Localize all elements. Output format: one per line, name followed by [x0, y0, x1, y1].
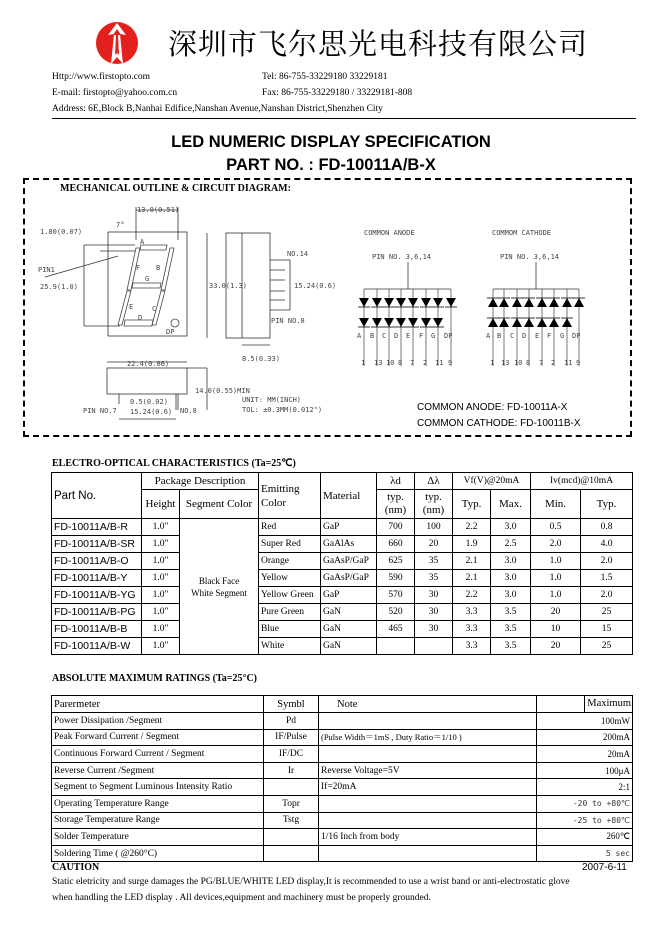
cell-note — [319, 713, 537, 730]
cell-height: 1.0" — [142, 536, 180, 553]
dim-side-height: 33.0(1.3) — [209, 282, 247, 290]
diode-icon — [384, 298, 394, 307]
pin-number: 10 — [514, 359, 523, 367]
cell-material: GaAsP/GaP — [321, 553, 377, 570]
cathode-channel-c — [510, 289, 523, 367]
cell-part-no: FD-10011A/B-R — [52, 519, 142, 536]
diode-icon — [512, 318, 522, 327]
table-row — [52, 779, 633, 796]
diode-icon — [499, 298, 509, 307]
website-link[interactable]: Http://www.firstopto.com — [52, 72, 151, 82]
cell-note — [319, 845, 537, 862]
pin-number: 2 — [423, 359, 428, 367]
header-part-no: Part No. — [52, 473, 142, 519]
cell-iv-min: 1.0 — [531, 570, 581, 587]
cell-vf-typ: 2.1 — [453, 553, 491, 570]
seg-f: F — [136, 264, 141, 272]
diode-icon — [562, 298, 572, 307]
cell-note — [319, 795, 537, 812]
cell-part-no: FD-10011A/B-Y — [52, 570, 142, 587]
diode-icon — [396, 298, 406, 307]
cell-part-no: FD-10011A/B-O — [52, 553, 142, 570]
cell-part-no: FD-10011A/B-SR — [52, 536, 142, 553]
cell-iv-typ: 0.8 — [581, 519, 633, 536]
cell-iv-typ: 25 — [581, 638, 633, 655]
cell-parameter: Reverse Current /Segment — [52, 762, 264, 779]
cell-vf-max: 3.0 — [491, 553, 531, 570]
cathode-channel-g — [560, 289, 573, 367]
cell-vf-typ: 2.1 — [453, 570, 491, 587]
cell-height: 1.0" — [142, 621, 180, 638]
cathode-channel-e — [535, 289, 548, 367]
segment-label: E — [535, 332, 540, 340]
cell-vf-typ: 1.9 — [453, 536, 491, 553]
cell-maximum: 260℃ — [537, 829, 633, 846]
cathode-channel-d — [522, 289, 535, 367]
segment-label: E — [406, 332, 411, 340]
cell-vf-max: 2.5 — [491, 536, 531, 553]
cell-dl: 35 — [415, 553, 453, 570]
segment-label: DP — [444, 332, 453, 340]
table-row — [52, 570, 633, 587]
diode-icon — [372, 318, 382, 327]
cell-dl: 30 — [415, 621, 453, 638]
dim-pin-span: 15.24(0.6) — [294, 282, 337, 290]
cell-ld: 590 — [377, 570, 415, 587]
pin-number: 9 — [576, 359, 581, 367]
note-common-anode: COMMON ANODE: FD-10011A-X — [417, 402, 568, 413]
caution-title: CAUTION — [52, 862, 100, 873]
header-parameter: Parermeter — [52, 696, 264, 713]
cell-iv-min: 1.0 — [531, 587, 581, 604]
diode-icon — [408, 318, 418, 327]
segment-label: C — [382, 332, 387, 340]
cell-iv-min: 1.0 — [531, 553, 581, 570]
segment-label: G — [560, 332, 565, 340]
header-vf: Vf(V)@20mA — [453, 473, 531, 490]
cell-dl: 20 — [415, 536, 453, 553]
header-dl-typ: typ. (nm) — [415, 490, 453, 519]
diode-icon — [574, 298, 584, 307]
cell-vf-max: 3.5 — [491, 638, 531, 655]
header-vf-typ: Typ. — [453, 490, 491, 519]
table-row — [52, 729, 633, 746]
cell-dl — [415, 638, 453, 655]
note-common-cathode: COMMON CATHODE: FD-10011B-X — [417, 418, 581, 429]
header-iv-min: Min. — [531, 490, 581, 519]
cell-vf-typ: 3.3 — [453, 638, 491, 655]
cathode-channel-b — [497, 289, 510, 367]
cell-note: Reverse Voltage=5V — [319, 762, 537, 779]
seg-dp: DP — [166, 328, 175, 336]
electro-optical-table — [51, 472, 633, 655]
cell-vf-max: 3.5 — [491, 604, 531, 621]
diode-icon — [372, 298, 382, 307]
header-package: Package Description — [142, 473, 259, 490]
cell-emitting-color: White — [259, 638, 321, 655]
cell-material: GaN — [321, 604, 377, 621]
cell-emitting-color: Blue — [259, 621, 321, 638]
pin-number: 11 — [564, 359, 573, 367]
part-number-title: PART NO. : FD-10011A/B-X — [226, 156, 436, 174]
cell-parameter: Continuous Forward Current / Segment — [52, 746, 264, 763]
diode-icon — [359, 298, 369, 307]
pin-number: 13 — [374, 359, 383, 367]
diode-icon — [433, 318, 443, 327]
cell-symbol: Topr — [264, 795, 319, 812]
document-date: 2007-6-11 — [582, 862, 627, 873]
cell-parameter: Operating Temperature Range — [52, 795, 264, 812]
cell-note — [319, 812, 537, 829]
diode-icon — [488, 298, 498, 307]
dim-depth: 8.5(0.33) — [242, 355, 280, 363]
table-row — [52, 812, 633, 829]
cell-symbol: IF/Pulse — [264, 729, 319, 746]
cell-emitting-color: Yellow Green — [259, 587, 321, 604]
address: Address: 6E,Block B,Nanhai Edifice,Nanshan Avenue,Nanshan District,Shenzhen City — [52, 104, 383, 114]
dim-bottom-span: 15.24(0.6) — [130, 408, 173, 416]
anode-channel-a — [357, 289, 370, 367]
seg-b: B — [156, 264, 161, 272]
segment-label: B — [497, 332, 502, 340]
diode-icon — [524, 318, 534, 327]
cell-vf-max: 3.0 — [491, 587, 531, 604]
cell-ld: 660 — [377, 536, 415, 553]
header-dl: Δλ — [415, 473, 453, 490]
diode-icon — [562, 318, 572, 327]
cell-emitting-color: Super Red — [259, 536, 321, 553]
unit-note: UNIT: MM(INCH) — [242, 396, 302, 404]
header-material: Material — [321, 473, 377, 519]
diode-icon — [512, 298, 522, 307]
diode-icon — [421, 318, 431, 327]
cell-note: (Pulse Width＝1mS , Duty Ratio＝1/10 ) — [319, 729, 537, 746]
table-row — [52, 845, 633, 862]
cell-parameter: Solder Temperature — [52, 829, 264, 846]
table-row — [52, 587, 633, 604]
segment-label: F — [419, 332, 424, 340]
seg-d: D — [138, 314, 143, 322]
cell-iv-typ: 25 — [581, 604, 633, 621]
table-row — [52, 553, 633, 570]
fax: Fax: 86-755-33229180 / 33229181-808 — [262, 88, 413, 98]
cell-iv-typ: 2.0 — [581, 553, 633, 570]
pin-number: 13 — [501, 359, 510, 367]
eo-heading: ELECTRO-OPTICAL CHARACTERISTICS (Ta=25℃) — [52, 458, 296, 469]
cell-iv-min: 10 — [531, 621, 581, 638]
header-emitting: Emitting Color — [259, 473, 321, 519]
cell-parameter: Power Dissipation /Segment — [52, 713, 264, 730]
label-pin-no7: PIN NO.7 — [83, 407, 117, 415]
cell-maximum: 20mA — [537, 746, 633, 763]
cell-parameter: Peak Forward Current / Segment — [52, 729, 264, 746]
label-pin1: PIN1 — [38, 266, 55, 274]
cell-iv-typ: 1.5 — [581, 570, 633, 587]
segment-label: G — [431, 332, 436, 340]
cell-maximum: -25 to +80℃ — [537, 812, 633, 829]
cell-part-no: FD-10011A/B-PG — [52, 604, 142, 621]
segment-label: D — [394, 332, 399, 340]
label-pin-no8: PIN NO.8 — [271, 317, 305, 325]
pin-number: 11 — [435, 359, 444, 367]
header-note: Note — [319, 696, 537, 713]
table-row — [52, 604, 633, 621]
table-row — [52, 638, 633, 655]
cell-iv-typ: 15 — [581, 621, 633, 638]
company-name: 深圳市飞尔思光电科技有限公司 — [168, 27, 589, 61]
anode-channel-e — [406, 289, 419, 367]
cell-height: 1.0" — [142, 519, 180, 536]
amr-heading: ABSOLUTE MAXIMUM RATINGS (Ta=25°C) — [52, 673, 257, 684]
pin-number: 1 — [361, 359, 366, 367]
dim-lead-length: 14.0(0.55)MIN — [195, 387, 250, 395]
cell-maximum: 2:1 — [537, 779, 633, 796]
cell-material: GaN — [321, 638, 377, 655]
table-row — [52, 762, 633, 779]
diode-icon — [446, 298, 456, 307]
table-row — [52, 713, 633, 730]
cathode-common-pins: PIN NO. 3,6,14 — [500, 253, 560, 261]
segment-label: A — [486, 332, 491, 340]
tolerance-note: TOL: ±0.3MM(0.012") — [242, 406, 323, 414]
cell-dl: 100 — [415, 519, 453, 536]
cell-height: 1.0" — [142, 570, 180, 587]
cell-dl: 35 — [415, 570, 453, 587]
pin-number: 8 — [398, 359, 403, 367]
dim-seg-offset: 1.80(0.07) — [40, 228, 83, 236]
diode-icon — [384, 318, 394, 327]
cell-parameter: Soldering Time ( @260°C) — [52, 845, 264, 862]
header-iv: Iv(mcd)@10mA — [531, 473, 633, 490]
cell-height: 1.0" — [142, 587, 180, 604]
cell-dl: 30 — [415, 604, 453, 621]
cell-maximum: -20 to +80℃ — [537, 795, 633, 812]
cell-height: 1.0" — [142, 553, 180, 570]
cell-vf-typ: 3.3 — [453, 621, 491, 638]
cell-maximum: 5 sec — [537, 845, 633, 862]
cell-iv-min: 20 — [531, 604, 581, 621]
dim-height: 25.9(1.0) — [40, 283, 78, 291]
cell-vf-typ: 2.2 — [453, 519, 491, 536]
dim-pin-dia: 0.5(0.02) — [130, 398, 168, 406]
table-row — [52, 536, 633, 553]
cell-maximum: 100mW — [537, 713, 633, 730]
anode-channel-d — [394, 289, 407, 367]
cell-ld: 570 — [377, 587, 415, 604]
cell-note: If=20mA — [319, 779, 537, 796]
header-ld-typ: typ. (nm) — [377, 490, 415, 519]
cell-dl: 30 — [415, 587, 453, 604]
pin-number: 1 — [490, 359, 495, 367]
cell-ld — [377, 638, 415, 655]
cell-iv-min: 20 — [531, 638, 581, 655]
cathode-channel-dp — [572, 289, 585, 367]
cell-iv-min: 2.0 — [531, 536, 581, 553]
seg-a: A — [140, 238, 145, 246]
cell-height: 1.0" — [142, 604, 180, 621]
segment-label: A — [357, 332, 362, 340]
cathode-channel-a — [486, 289, 502, 367]
cell-vf-typ: 3.3 — [453, 604, 491, 621]
cell-material: GaP — [321, 587, 377, 604]
seg-e: E — [129, 303, 134, 311]
diode-icon — [359, 318, 369, 327]
caution-text-line2: when handling the LED display . All devices,equipment and machinery must be properly grounded. — [52, 893, 431, 903]
pin-number: 7 — [410, 359, 415, 367]
diode-icon — [499, 318, 509, 327]
cell-ld: 520 — [377, 604, 415, 621]
table-row — [52, 519, 633, 536]
anode-channel-g — [431, 289, 444, 367]
cell-maximum: 200mA — [537, 729, 633, 746]
diode-icon — [396, 318, 406, 327]
cell-segment-color: Black Face White Segment — [180, 519, 259, 655]
cell-part-no: FD-10011A/B-B — [52, 621, 142, 638]
diode-icon — [549, 298, 559, 307]
cell-symbol: IF/DC — [264, 746, 319, 763]
cell-parameter: Storage Temperature Range — [52, 812, 264, 829]
segment-label: F — [547, 332, 552, 340]
cell-symbol — [264, 829, 319, 846]
cell-iv-typ: 2.0 — [581, 587, 633, 604]
cell-symbol — [264, 779, 319, 796]
anode-channel-f — [419, 289, 432, 367]
diode-icon — [524, 298, 534, 307]
header-height: Height — [142, 490, 180, 519]
anode-common-pins: PIN NO. 3,6,14 — [372, 253, 432, 261]
cell-emitting-color: Red — [259, 519, 321, 536]
cell-vf-max: 3.0 — [491, 570, 531, 587]
cell-iv-min: 0.5 — [531, 519, 581, 536]
cell-vf-max: 3.0 — [491, 519, 531, 536]
cell-vf-typ: 2.2 — [453, 587, 491, 604]
cell-symbol — [264, 845, 319, 862]
anode-channel-b — [370, 289, 383, 367]
diode-icon — [433, 298, 443, 307]
dim-angle: 7° — [116, 221, 125, 229]
diagram-heading: MECHANICAL OUTLINE & CIRCUIT DIAGRAM: — [60, 183, 291, 194]
diode-icon — [421, 298, 431, 307]
segment-label: DP — [572, 332, 581, 340]
cell-emitting-color: Orange — [259, 553, 321, 570]
cell-iv-typ: 4.0 — [581, 536, 633, 553]
table-row — [52, 795, 633, 812]
table-row — [52, 829, 633, 846]
pin-number: 7 — [539, 359, 544, 367]
cell-emitting-color: Yellow — [259, 570, 321, 587]
cell-material: GaAsP/GaP — [321, 570, 377, 587]
dim-top-width: 13.0(0.51) — [137, 206, 180, 214]
caution-text-line1: Static eletricity and surge damages the PG/BLUE/WHITE LED display,It is recommended to use a wrist band or anti-electrostatic glove — [52, 877, 570, 887]
cell-symbol: Ir — [264, 762, 319, 779]
document-title: LED NUMERIC DISPLAY SPECIFICATION — [171, 133, 491, 151]
cell-symbol: Pd — [264, 713, 319, 730]
cell-symbol: Tstg — [264, 812, 319, 829]
cell-ld: 625 — [377, 553, 415, 570]
anode-channel-c — [382, 289, 395, 367]
diode-icon — [549, 318, 559, 327]
cell-note: 1/16 Inch from body — [319, 829, 537, 846]
cell-material: GaP — [321, 519, 377, 536]
cell-maximum: 100μA — [537, 762, 633, 779]
telephone: Tel: 86-755-33229180 33229181 — [262, 72, 388, 82]
diode-icon — [537, 298, 547, 307]
pin-number: 10 — [386, 359, 395, 367]
header-segment-color: Segment Color — [180, 490, 259, 519]
seg-c: C — [152, 305, 157, 313]
cell-ld: 700 — [377, 519, 415, 536]
cell-parameter: Segment to Segment Luminous Intensity Ratio — [52, 779, 264, 796]
cell-note — [319, 746, 537, 763]
pin-number: 8 — [526, 359, 531, 367]
cell-height: 1.0" — [142, 638, 180, 655]
cathode-title: COMMOM CATHODE — [492, 229, 552, 237]
anode-title: COMMON ANODE — [364, 229, 415, 237]
absolute-max-ratings-table — [51, 695, 633, 862]
segment-label: B — [370, 332, 375, 340]
cell-material: GaAlAs — [321, 536, 377, 553]
cell-part-no: FD-10011A/B-YG — [52, 587, 142, 604]
header-symbol: Symbl — [264, 696, 319, 713]
cell-vf-max: 3.5 — [491, 621, 531, 638]
cathode-channel-f — [547, 289, 560, 367]
email-link[interactable]: E-mail: firstopto@yahoo.com.cn — [52, 88, 178, 98]
table-row — [52, 621, 633, 638]
anode-channel-dp — [444, 289, 457, 367]
pin-number: 9 — [448, 359, 453, 367]
table-row — [52, 746, 633, 763]
seg-g: G — [145, 275, 150, 283]
dimension-labels — [38, 206, 559, 416]
header-vf-max: Max. — [491, 490, 531, 519]
diode-icon — [408, 298, 418, 307]
diode-icon — [488, 318, 498, 327]
mechanical-outline-diagram — [0, 0, 662, 440]
cell-emitting-color: Pure Green — [259, 604, 321, 621]
segment-label: D — [522, 332, 527, 340]
label-no8: NO.8 — [180, 407, 197, 415]
dim-bottom-width: 22.4(0.86) — [127, 360, 170, 368]
label-no14: NO.14 — [287, 250, 309, 258]
header-ld: λd — [377, 473, 415, 490]
segment-label: C — [510, 332, 515, 340]
cell-part-no: FD-10011A/B-W — [52, 638, 142, 655]
header-maximum: Maximum — [584, 696, 632, 712]
diode-icon — [537, 318, 547, 327]
cell-ld: 465 — [377, 621, 415, 638]
header-iv-typ: Typ. — [581, 490, 633, 519]
pin-number: 2 — [551, 359, 556, 367]
cell-material: GaN — [321, 621, 377, 638]
